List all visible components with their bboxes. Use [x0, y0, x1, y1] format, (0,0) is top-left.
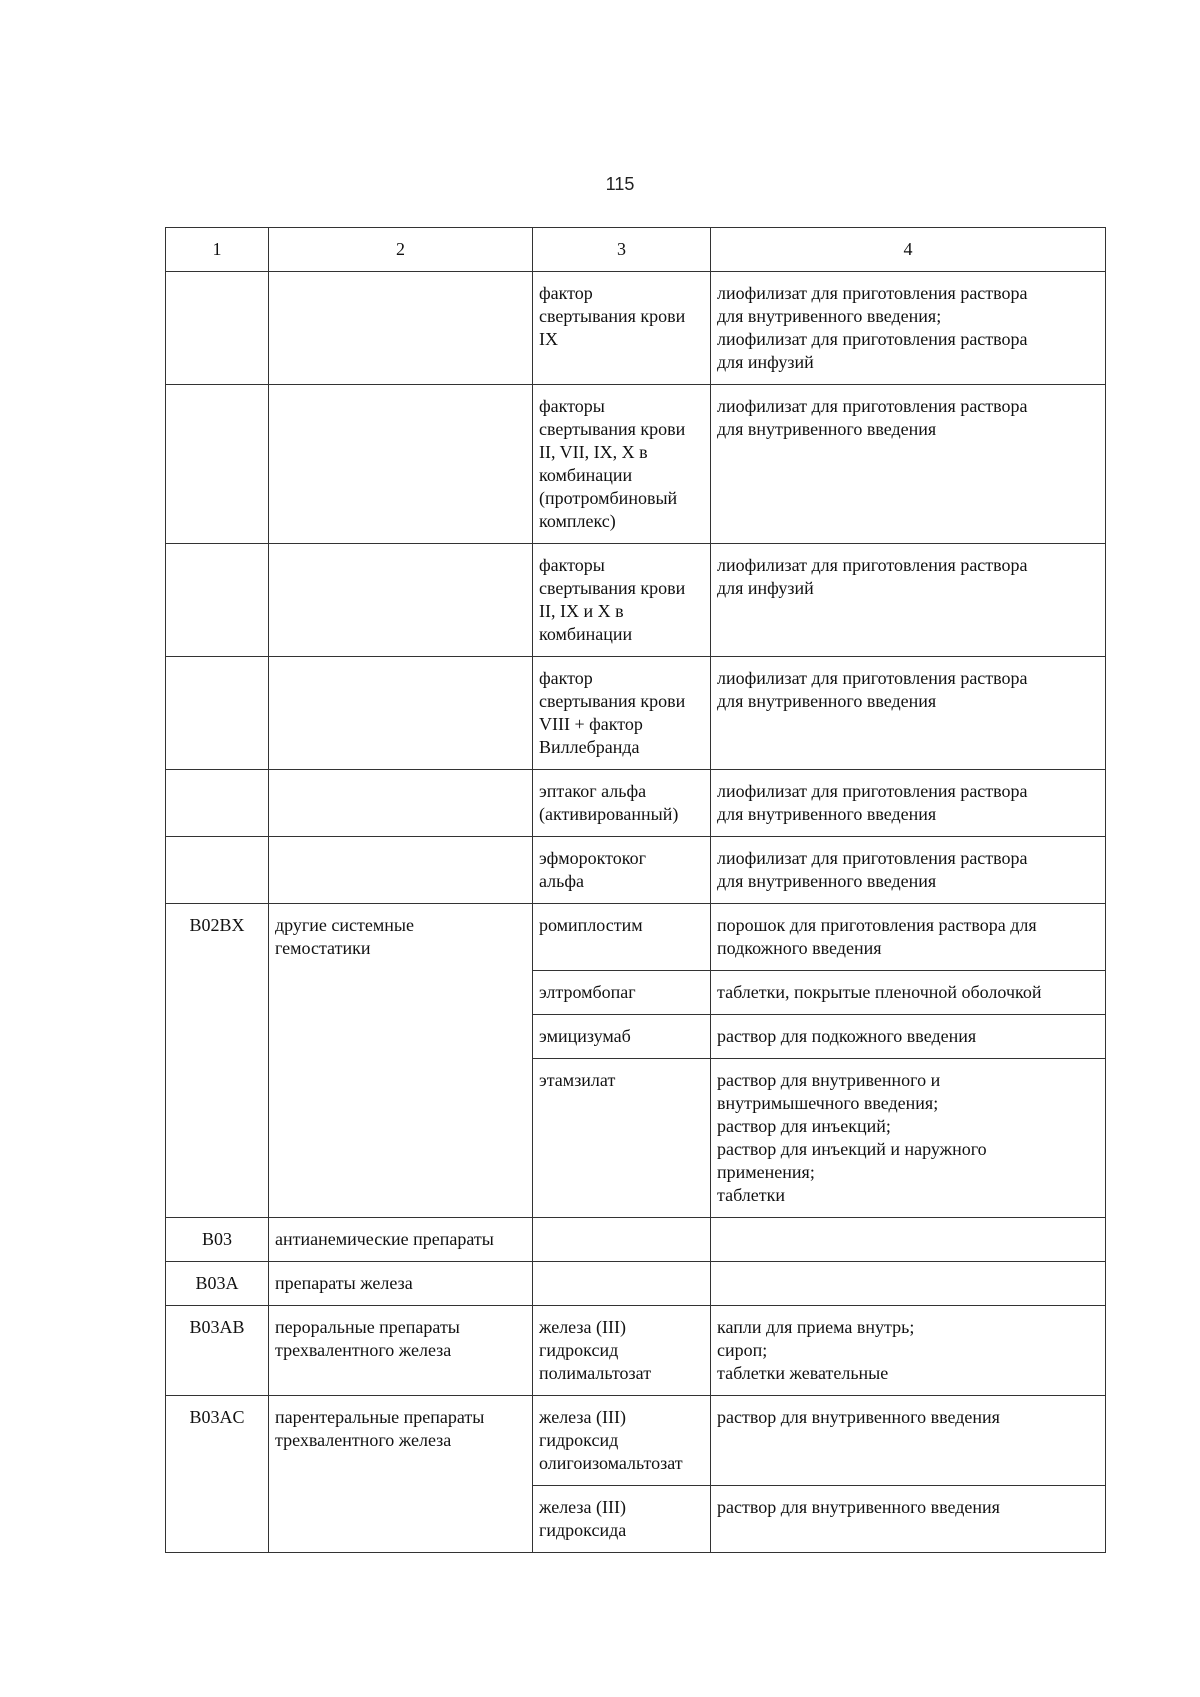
group-cell: препараты железа [269, 1262, 533, 1306]
dosage-form-cell [711, 1262, 1106, 1306]
dosage-form-cell: лиофилизат для приготовления раствора для инфузий [711, 544, 1106, 657]
group-cell [269, 544, 533, 657]
group-cell: парентеральные препараты трехвалентного железа [269, 1396, 533, 1553]
substance-cell: этамзилат [533, 1059, 711, 1218]
substance-cell: эптаког альфа (активированный) [533, 770, 711, 837]
group-cell [269, 837, 533, 904]
dosage-form-cell: таблетки, покрытые пленочной оболочкой [711, 971, 1106, 1015]
table-row [166, 657, 1106, 770]
dosage-form-cell: лиофилизат для приготовления раствора для внутривенного введения [711, 837, 1106, 904]
dosage-form-cell: лиофилизат для приготовления раствора для внутривенного введения [711, 385, 1106, 544]
dosage-form-cell: раствор для внутривенного введения [711, 1486, 1106, 1553]
dosage-form-cell [711, 1218, 1106, 1262]
table-row [166, 1396, 1106, 1486]
table-row [166, 770, 1106, 837]
group-cell [269, 385, 533, 544]
column-header-1: 1 [166, 228, 269, 272]
table-row [166, 1262, 1106, 1306]
atc-code-cell: B03A [166, 1262, 269, 1306]
atc-code-cell: B03AC [166, 1396, 269, 1553]
atc-code-cell: B02BX [166, 904, 269, 1218]
table-row [166, 904, 1106, 971]
atc-code-cell [166, 385, 269, 544]
atc-code-cell [166, 770, 269, 837]
substance-cell: железа (III) гидроксида [533, 1486, 711, 1553]
substance-cell: факторы свертывания крови II, IX и X в комбинации [533, 544, 711, 657]
dosage-form-cell: лиофилизат для приготовления раствора для внутривенного введения [711, 657, 1106, 770]
drug-list-table [165, 227, 1106, 1553]
substance-cell: эмицизумаб [533, 1015, 711, 1059]
substance-cell: ромиплостим [533, 904, 711, 971]
group-cell: пероральные препараты трехвалентного железа [269, 1306, 533, 1396]
group-cell: антианемические препараты [269, 1218, 533, 1262]
group-cell [269, 770, 533, 837]
dosage-form-cell: капли для приема внутрь; сироп; таблетки жевательные [711, 1306, 1106, 1396]
substance-cell: фактор свертывания крови VIII + фактор Виллебранда [533, 657, 711, 770]
atc-code-cell [166, 544, 269, 657]
table-row [166, 1218, 1106, 1262]
substance-cell: фактор свертывания крови IX [533, 272, 711, 385]
page-number: 115 [605, 174, 635, 194]
substance-cell: факторы свертывания крови II, VII, IX, X в комбинации (протромбиновый комплекс) [533, 385, 711, 544]
dosage-form-cell: раствор для внутривенного и внутримышечного введения; раствор для инъекций; раствор для инъекций и наружного применения; таблетки [711, 1059, 1106, 1218]
table-row [166, 385, 1106, 544]
group-cell: другие системные гемостатики [269, 904, 533, 1218]
atc-code-cell: B03AB [166, 1306, 269, 1396]
substance-cell [533, 1218, 711, 1262]
dosage-form-cell: порошок для приготовления раствора для подкожного введения [711, 904, 1106, 971]
column-header-4: 4 [711, 228, 1106, 272]
substance-cell: железа (III) гидроксид олигоизомальтозат [533, 1396, 711, 1486]
table-row [166, 837, 1106, 904]
atc-code-cell [166, 657, 269, 770]
dosage-form-cell: лиофилизат для приготовления раствора для внутривенного введения [711, 770, 1106, 837]
dosage-form-cell: лиофилизат для приготовления раствора для внутривенного введения; лиофилизат для приготовления раствора для инфузий [711, 272, 1106, 385]
column-header-3: 3 [533, 228, 711, 272]
table-row [166, 272, 1106, 385]
atc-code-cell [166, 272, 269, 385]
table-row [166, 544, 1106, 657]
substance-cell: эфмороктоког альфа [533, 837, 711, 904]
atc-code-cell [166, 837, 269, 904]
substance-cell: элтромбопаг [533, 971, 711, 1015]
group-cell [269, 657, 533, 770]
substance-cell: железа (III) гидроксид полимальтозат [533, 1306, 711, 1396]
substance-cell [533, 1262, 711, 1306]
atc-code-cell: B03 [166, 1218, 269, 1262]
group-cell [269, 272, 533, 385]
table-row [166, 1306, 1106, 1396]
table-header-row [166, 228, 1106, 272]
dosage-form-cell: раствор для внутривенного введения [711, 1396, 1106, 1486]
column-header-2: 2 [269, 228, 533, 272]
dosage-form-cell: раствор для подкожного введения [711, 1015, 1106, 1059]
